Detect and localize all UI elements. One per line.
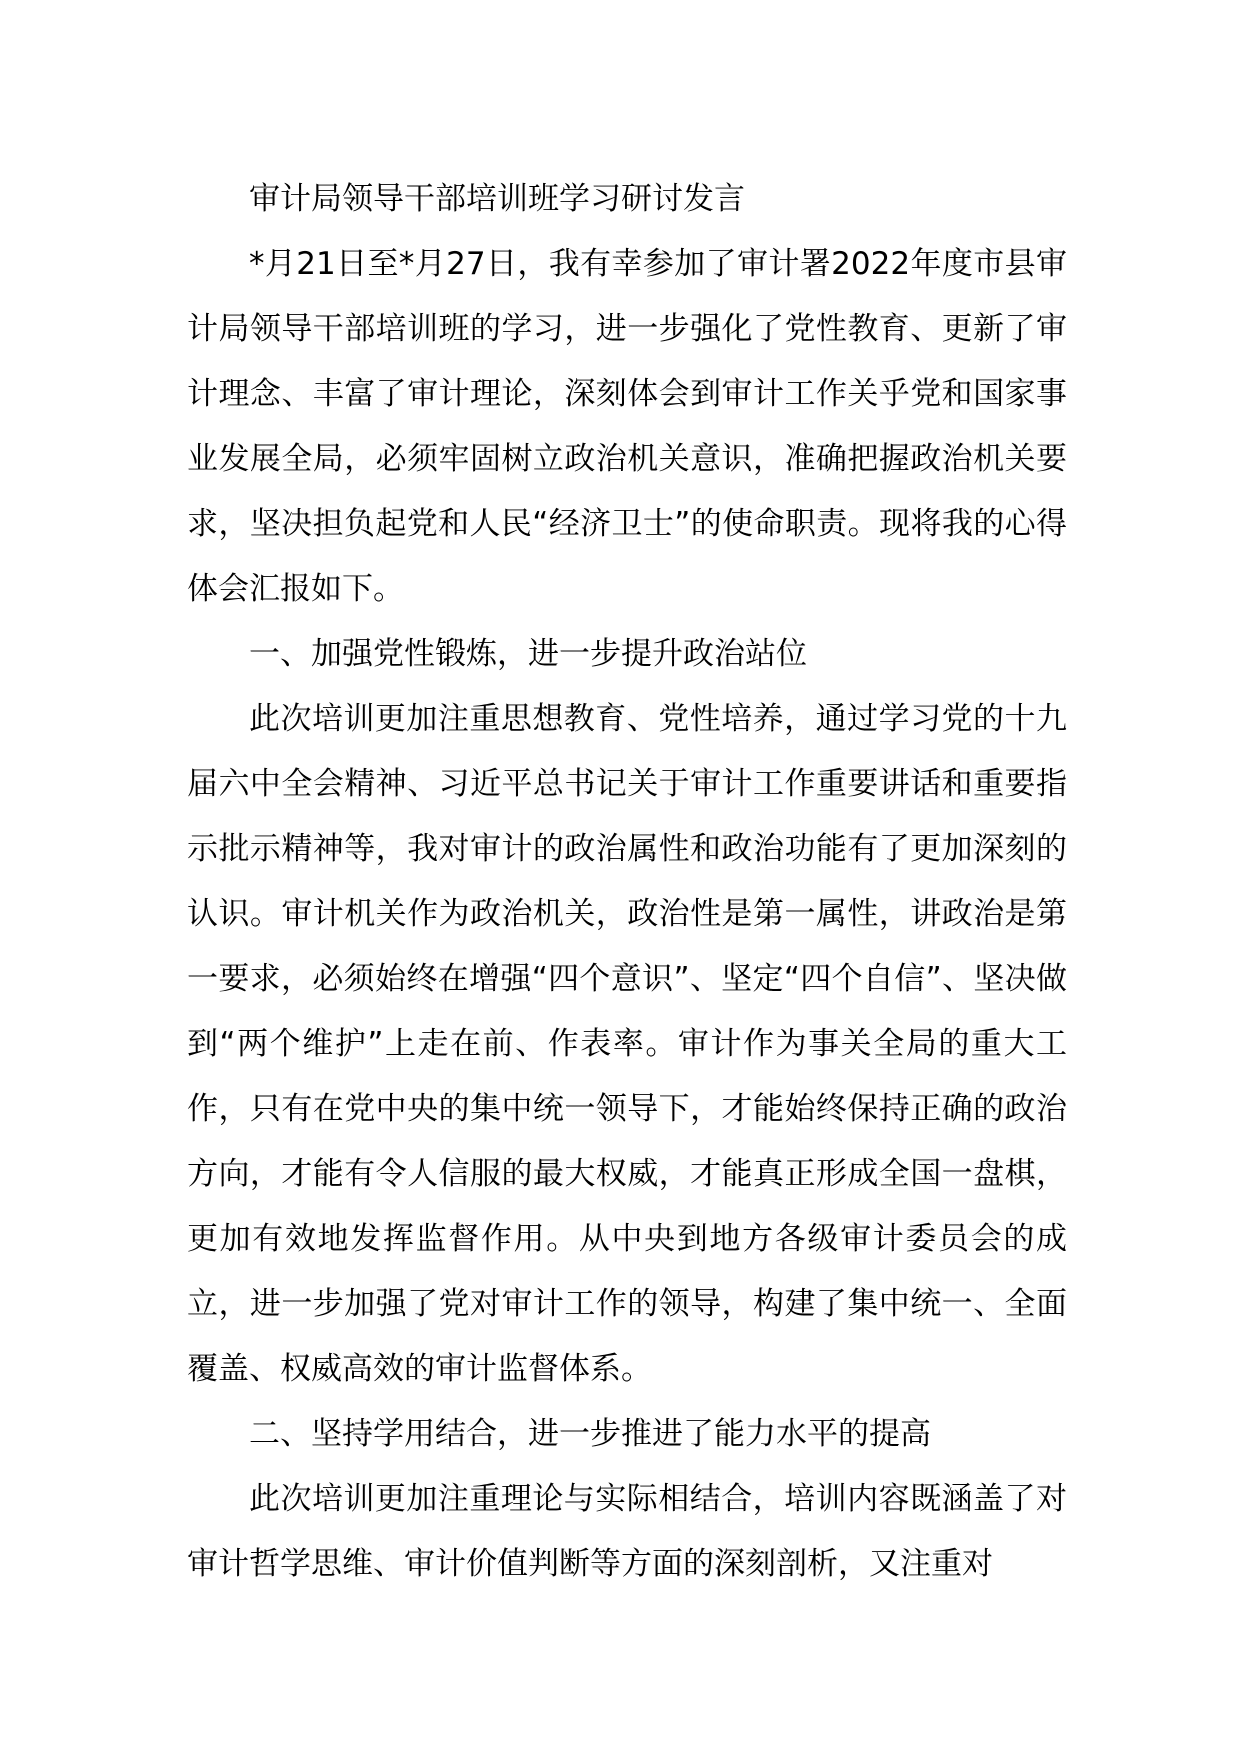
paragraph-intro: *月21日至*月27日，我有幸参加了审计署2022年度市县审计局领导干部培训班的学习，进一步强化了党性教育、更新了审计理念、丰富了审计理论，深刻体会到审计工作关乎党和国家事业发展全局，必须牢固树立政治机关意识，准确把握政治机关要求，坚决担负起党和人民“经济卫士”的使命职责。现将我的心得体会汇报如下。 [187,246,1067,607]
section-heading-1: 一、加强党性锻炼，进一步提升政治站位 [249,636,807,672]
section-heading-2: 二、坚持学用结合，进一步推进了能力水平的提高 [249,1416,931,1452]
paragraph-section-1: 此次培训更加注重思想教育、党性培养，通过学习党的十九届六中全会精神、习近平总书记关于审计工作重要讲话和重要指示批示精神等，我对审计的政治属性和政治功能有了更加深刻的认识。审计机关作为政治机关，政治性是第一属性，讲政治是第一要求，必须始终在增强“四个意识”、坚定“四个自信”、坚决做到“两个维护”上走在前、作表率。审计作为事关全局的重大工作，只有在党中央的集中统一领导下，才能始终保持正确的政治方向，才能有令人信服的最大权威，才能真正形成全国一盘棋，更加有效地发挥监督作用。从中央到地方各级审计委员会的成立，进一步加强了党对审计工作的领导，构建了集中统一、全面覆盖、权威高效的审计监督体系。 [187,701,1067,1387]
document-title: 审计局领导干部培训班学习研讨发言 [249,181,745,217]
document-body [187,167,1067,1597]
paragraph-section-2: 此次培训更加注重理论与实际相结合，培训内容既涵盖了对审计哲学思维、审计价值判断等方面的深刻剖析，又注重对 [187,1481,1067,1582]
